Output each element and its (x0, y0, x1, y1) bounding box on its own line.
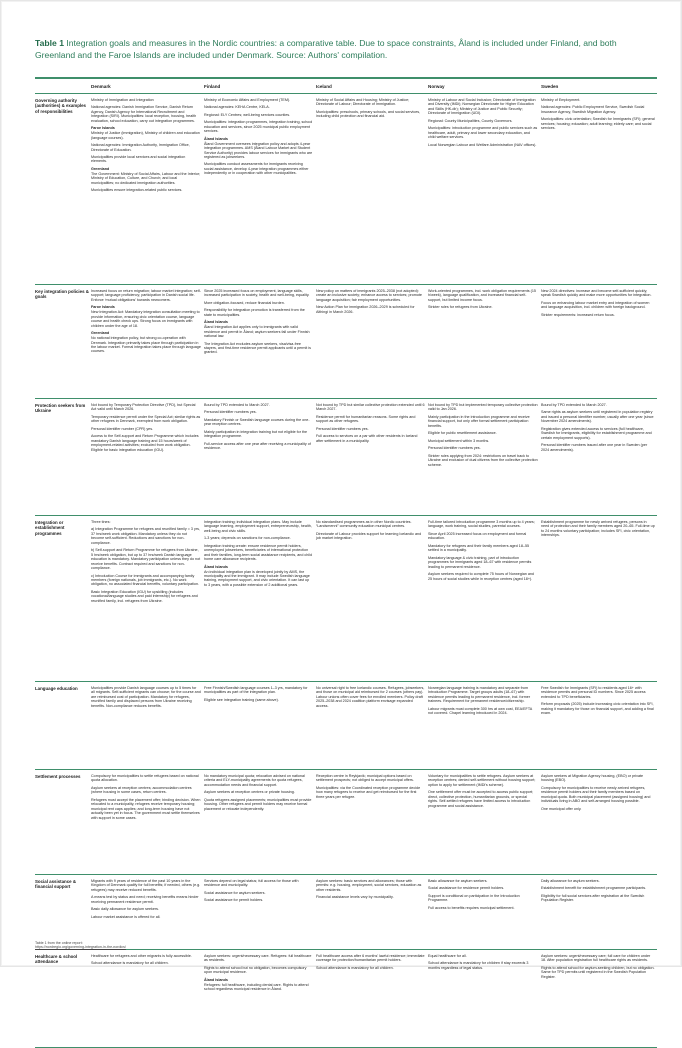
cell-paragraph: Asylum seekers at reception centres; accommodation centres (where housing in some cases, return centres. (91, 785, 192, 795)
cell-paragraph: Regional: County Municipalities, County Governors. (428, 118, 513, 123)
cell-paragraph: One settlement offer must be accepted to access public support; direct, collective protection, humanitarian grounds, or special rights. Self-settled refugees have limited access to introduction programme and social assistance. (428, 790, 534, 808)
cell-paragraph: School attendance is mandatory for children if stay exceeds 3 months regardless of legal status. (428, 961, 529, 970)
cell-paragraph: Social assistance for asylum seekers. (204, 890, 266, 895)
header-denmark: Denmark (91, 84, 111, 89)
cell-iceland (316, 399, 428, 515)
cell-subheading: Greenland (91, 166, 110, 171)
cell-iceland (316, 950, 428, 1047)
cell-paragraph: No universal right to free Icelandic courses. Refugees, jobseekers, and those on municipal aid reimbursed for 2 courses (others pay). Labour unions often cover fees for enrolled members. Policy draft 2025–2038 and 2024 coalition platform envisage expanded access. (316, 686, 425, 708)
cell-paragraph: Increased focus on return migration; labour market integration; self-support; language proficiency; participation in Danish social life. Enforce ‘mutual obligations’ towards newcomers. (91, 289, 201, 302)
cell-paragraph: Eligible for public resettlement assistance. (428, 431, 497, 436)
cell-finland (204, 285, 316, 398)
cell-denmark (91, 285, 204, 398)
cell-paragraph: Mainly participation in the introduction programme and receive financial support, but only offer formal settlement participation benefits. (428, 414, 530, 428)
cell-paragraph: Åland Government oversees integration policy and adopts 4-year integration programmes. AMS (Åland Labour Market and Student Service Authority) provides labour services for immigrants who are registered as jobseekers. (204, 141, 313, 160)
cell-paragraph: Full access to benefits requires municipal settlement. (428, 905, 515, 910)
cell-paragraph: Full access to services on a par with other residents in Iceland after settlement in a municipality. (316, 434, 418, 443)
table-row (35, 285, 657, 399)
cell-paragraph: Full-time tailored introduction programme 3 months up to 4 years; language, work training, social studies, parental courses. (428, 520, 535, 529)
cell-paragraph: Regional: ELY Centres; well-being services counties. (204, 112, 291, 117)
cell-paragraph: Daily allowance for asylum seekers. (541, 879, 600, 883)
cell-norway (428, 875, 541, 949)
cell-paragraph: Temporary residence permit under the Special Act; similar rights as other refugees in Denmark, exempted from work obligation. (91, 414, 201, 424)
cell-sweden (541, 950, 657, 1047)
cell-paragraph: Ministry of Social Affairs and Housing; Ministry of Justice; Directorate of Labour; Directorate of Immigration. (316, 98, 410, 107)
cell-paragraph: Healthcare for refugees and other migrants is fully accessible. (91, 954, 192, 958)
table-row (35, 682, 657, 770)
cell-paragraph: Stricter rules for refugees from Ukraine. (428, 305, 493, 310)
cell-paragraph: No national integration policy, but strong co-operation with Denmark. Integration primarily takes place through participation in the labour market. Formal integration takes place through language courses. (91, 336, 201, 354)
cell-iceland (316, 94, 428, 284)
cell-norway (428, 770, 541, 874)
cell-subheading: Åland Islands (204, 977, 228, 982)
cell-paragraph: Support is conditional on participation in the Introduction Programme. (428, 893, 520, 903)
cell-paragraph: Services depend on legal status; full access for those with residence and municipality. (204, 879, 299, 888)
cell-paragraph: Mainly participation in integration training but not eligible for the integration programme. (204, 429, 308, 439)
cell-norway (428, 950, 541, 1047)
table-row (35, 770, 657, 875)
header-iceland: Iceland (316, 84, 332, 89)
cell-paragraph: Migrants with 9 years of residence of the past 10 years in the Kingdom of Denmark qualify for full benefits; if needed, others (e.g. refugees) may receive reduced benefits. (91, 879, 201, 892)
cell-paragraph: New Action Plan for immigration 2026–2029 is scheduled for Althingi in March 2026. (316, 305, 415, 314)
cell-sweden (541, 399, 657, 515)
header-norway: Norway (428, 84, 445, 89)
cell-paragraph: b) Self-support and Return Programme for refugees from Ukraine, 5 hrs/week obligation, but up to 37 hrs/week Danish language education is mandatory. Mandatory participation unless they do not receive benefits. Contract required and sanctions for non-compliance. (91, 548, 201, 571)
cell-paragraph: A means test by status and need; receiving benefits means hinder receiving permanent residence permit. (91, 895, 199, 904)
cell-paragraph: Local Norwegian Labour and Welfare Administration (NAV offices). (428, 142, 537, 147)
table-header-row (35, 79, 657, 94)
cell-denmark (91, 399, 204, 515)
table-row (35, 94, 657, 285)
cell-paragraph: Since 2025 increased focus on employment, language skills, increased participation in society, health and well-being, equality. (204, 289, 310, 298)
table-row (35, 516, 657, 682)
cell-iceland (316, 875, 428, 949)
cell-iceland (316, 285, 428, 398)
cell-paragraph: Municipalities: civic orientation; Swedish for Immigrants (SFI); general services; housing; education; adult learning; elderly care; and social services. (541, 117, 655, 131)
cell-paragraph: Not bound by Temporary Protection Directive (TPD), but Special Act valid until March 2026. (91, 403, 196, 412)
cell-sweden (541, 770, 657, 874)
cell-paragraph: Financial assistance levels vary by municipality. (316, 895, 394, 900)
cell-paragraph: Mandatory for refugees and their family members aged 18–55 settled in a municipality. (428, 543, 530, 553)
cell-iceland (316, 682, 428, 769)
cell-finland (204, 516, 316, 681)
cell-paragraph: Establishment programme for newly arrived refugees, persons in need of protection and their family members aged 20–65. Full-time up to 24 months voluntary participation; includes SFI, civic orientation, internships. (541, 520, 655, 538)
cell-paragraph: New 2024 directives: increase and become self-sufficient quickly; speak Swedish quickly and make more opportunities for integration. (541, 289, 652, 298)
cell-paragraph: Municipalities provide local services and social integration elements. (91, 155, 186, 164)
row-label: Social assistance & financial support (35, 879, 77, 890)
cell-denmark (91, 94, 204, 284)
cell-paragraph: Full-service access after one year after receiving a municipality of residence. (204, 441, 311, 451)
cell-paragraph: Stricter requirements: increased return focus. (541, 312, 615, 317)
cell-paragraph: Ministry of Labour and Social Inclusion; Directorate of Immigration and Diversity (IMDi); Norwegian Directorate for Higher Education and Skills (HK-dir); Ministry of Justice and Public Security; Directorate of Immigration (UDI). (428, 98, 536, 116)
cell-paragraph: National agencies: Immigration Authority, Immigration Office, Directorate of Education. (91, 143, 190, 152)
cell-paragraph: Personal identifier numbers yes. (428, 446, 481, 451)
cell-paragraph: National agencies: KEHA Centre, KELA. (204, 105, 270, 110)
cell-finland (204, 682, 316, 769)
cell-paragraph: Basic Integration Education (IGU) for upskilling (includes vocational/language studies and paid internship) for refugees and reunified family, incl. refugees from Ukraine. (91, 589, 198, 603)
table-caption (35, 38, 657, 61)
cell-paragraph: Municipalities: via the Coordinated reception programme decide how many refugees to receive and get reimbursed for the first three years per refugee. (316, 785, 421, 799)
cell-paragraph: Free Swedish for Immigrants (SFI) to residents aged 16+ with residence permits and personal ID numbers. Since 2025 access extended to TPD beneficiaries. (541, 686, 646, 699)
cell-paragraph: Labour market assistance is offered for all. (91, 914, 161, 919)
cell-subheading: Greenland (91, 331, 110, 336)
cell-paragraph: An individual integration plan is developed jointly by AMS, the municipality and the immigrant. It may include Swedish language training, employment support, and civic orientation. It can last up to 3 years, with a possible extension of 2 additional years. (204, 569, 310, 587)
cell-sweden (541, 94, 657, 284)
cell-paragraph: Responsibility for integration promotion is transferred from the state to municipalities. (204, 308, 305, 317)
cell-paragraph: Since April 2025 increased focus on employment and formal education. (428, 531, 527, 541)
cell-paragraph: School attendance is mandatory for all children. (91, 961, 169, 966)
cell-paragraph: Social assistance for residence permit holders. (428, 886, 505, 891)
cell-norway (428, 399, 541, 515)
cell-norway (428, 682, 541, 769)
cell-paragraph: Norwegian language training is mandatory and separate from Introduction Programme. Target groups adults (18–67) with residence permits leading to permanent residence, incl. former trainees. Requirement for permanent residence/citizenship. (428, 686, 531, 704)
cell-subheading: Åland Islands (204, 320, 228, 325)
row-label: Healthcare & school attendance (35, 954, 78, 965)
cell-paragraph: Eligible see integration training (same above). (204, 697, 279, 702)
cell-paragraph: Basic daily allowance for asylum seekers. (91, 907, 160, 912)
cell-paragraph: New policy on matters of immigrants 2025–2038 (not adopted): create an inclusive society; enhance access to services; promote language acquisition; fair employment opportunities. (316, 289, 422, 302)
cell-finland (204, 875, 316, 949)
cell-paragraph: Basic allowance for asylum seekers. (428, 879, 488, 883)
cell-paragraph: Rights to attend school but no obligation, becomes compulsory upon municipal residence. (204, 965, 307, 975)
cell-paragraph: Bound by TPD extended to March 2027. (204, 403, 270, 407)
cell-paragraph: Social assistance for permit holders. (204, 898, 264, 903)
cell-paragraph: Integration training; individual integration plans. May include language learning, employment support, entrepreneurship, health, well-being and civic skills. (204, 520, 312, 533)
cell-paragraph: Reception centre in Reykjavík; municipal options based on settlement prospects; not obliged to accept municipal offers. (316, 774, 414, 783)
cell-paragraph: Residence permit for humanitarian reasons. Some rights and support as other refugees. (316, 414, 416, 424)
cell-paragraph: Ministry of Employment. (541, 98, 581, 102)
cell-paragraph: Municipalities: introduction programme and public services such as healthcare, adult, primary and lower secondary education, and child welfare services. (428, 126, 538, 140)
cell-paragraph: Mandatory language & civic training, part of introduction programmes for immigrants aged 18–67 with residence permits leading to permanent residence. (428, 555, 532, 569)
cell-paragraph: Three tines: (91, 520, 111, 524)
cell-paragraph: Eligibility for full social services after registration at the Swedish Population Register. (541, 893, 645, 903)
cell-subheading: Faroe Islands (91, 305, 115, 310)
cell-paragraph: Stricter rules applying from 2024: restrictions on travel back to Ukraine and exclusion of dual citizens from the collective protection scheme. (428, 453, 538, 467)
cell-paragraph: Personal identifier numbers yes. (204, 410, 257, 415)
cell-paragraph: Directorate of Labour provides support for learning Icelandic and job market integration. (316, 531, 422, 541)
cell-paragraph: Work-oriented programmes, incl. work obligation requirements (15 h/week), language qualification, and increased financial self-support, but limited income focus. (428, 289, 536, 302)
cell-paragraph: Refugees must accept the placement offer; binding decision. When relocated to a municipality, refugees receive temporary housing; municipal rent caps applies; and long-term housing have not actually been yet in focus. The government must settle themselves with support in some cases. (91, 797, 201, 820)
cell-paragraph: Asylum seekers: basic services and allowances; those with permits: e.g. housing, employment, social services, education as other residents. (316, 879, 422, 892)
row-label: Key integration policies & goals (35, 289, 89, 300)
cell-paragraph: School attendance is mandatory for all children. (316, 965, 394, 970)
cell-paragraph: Full healthcare access after 6 months' lawful residence; immediate coverage for protection/humanitarian permit holders. (316, 954, 425, 963)
cell-paragraph: Municipalities: preschools, primary schools, and social services, including child protection and financial aid. (316, 109, 421, 119)
comparison-table (35, 77, 657, 1048)
cell-paragraph: Free Finnish/Swedish language courses 1–3 yrs, mandatory for municipalities as part of the integration plan. (204, 686, 308, 695)
cell-paragraph: Refugees: full healthcare, including dental care. Rights to attend school regardless municipal residence in Åland. (204, 982, 309, 992)
cell-paragraph: Rights to attend school for asylum-seeking children, but no obligation. Same for TPD permits until registered in the Swedish Population Register. (541, 965, 655, 979)
table-footnote (35, 941, 335, 950)
cell-subheading: Åland Islands (204, 136, 228, 141)
cell-paragraph: No mandatory municipal quota; relocation advised on national criteria and ELY-municipality agreements for quota refugees, accommodation needs and financial support. (204, 774, 305, 787)
cell-paragraph: The Integration Act excludes asylum seekers, visa/visa-free stayers, and first-time residence permit applicants until a permit is granted. (204, 341, 311, 355)
table-row (35, 950, 657, 1048)
cell-paragraph: More obligation-focused, reduce financial burden. (204, 300, 285, 305)
cell-paragraph: Establishment benefit for establishment programme participants. (541, 886, 647, 891)
cell-paragraph: The Government: Ministry of Social Affairs, Labour and the Interior; Ministry of Education, Culture, and Church; and local municipalities; no dedicated immigration authorities. (91, 171, 201, 185)
cell-sweden (541, 682, 657, 769)
cell-paragraph: c) Introduction Course for immigrants and accompanying family members (foreign nationals, job immigrants, etc.). No work obligation, no associated financial benefits, voluntary participation. (91, 573, 200, 587)
cell-paragraph: No standardised programmes as in other Nordic countries. “Landsmenni” community education municipal centres. (316, 520, 412, 529)
cell-paragraph: Reform proposals (2025) include increasing civic orientation into SFI, making it mandatory for those on financial support, and adding a final exam. (541, 702, 654, 716)
cell-paragraph: Voluntary for municipalities to settle refugees. Asylum seekers at reception centres; denied self-settlement without housing support; option to apply for settlement (IMDi’s scheme). (428, 774, 536, 787)
cell-paragraph: Personal identifier numbers issued after one year in Sweden (per 2024 amendments). (541, 443, 648, 452)
cell-norway (428, 285, 541, 398)
cell-paragraph: Compulsory for municipalities to receive newly arrived refugees, residence permit holders and their family members based on municipal quota. Both municipal placement (assigned housing) and individuals living in ABO and self-arranged housing possible. (541, 785, 651, 804)
cell-paragraph: Same rights as asylum seekers until registered in population registry and issued a personal identifier number, usually after one year (since November 2024 amendments). (541, 410, 654, 424)
cell-paragraph: Asylum seekers at reception centres or private housing. (204, 790, 295, 795)
cell-paragraph: Municipalities: integration programmes, integration training, school education and services, since 2025 municipal public employment services. (204, 120, 313, 134)
cell-paragraph: Not bound by TPD but implemented temporary collective protection valid to Jan 2026. (428, 403, 538, 412)
cell-finland (204, 950, 316, 1047)
cell-iceland (316, 516, 428, 681)
cell-finland (204, 770, 316, 874)
cell-paragraph: Quota refugees assigned placements; municipalities must provide housing. Other refugees and permit holders may receive formal placement or relocate independently. (204, 797, 312, 811)
cell-denmark (91, 682, 204, 769)
cell-paragraph: Registration gives extended access to services (full healthcare, Swedish for Immigrants, eligibility for establishment programme and certain employment supports). (541, 426, 652, 440)
cell-paragraph: Ministry of Justice (immigration), Ministry of children and education (language courses). (91, 131, 200, 140)
cell-paragraph: Equal healthcare for all. (428, 954, 467, 958)
cell-paragraph: Focus on enhancing labour market entry and integration of women and language acquisition, incl. children with foreign background. (541, 300, 650, 310)
cell-paragraph: Ministry of Economic Affairs and Employment (TEM). (204, 98, 291, 102)
cell-paragraph: Mandatory Finnish or Swedish language courses during the one-year reception centres. (204, 417, 310, 427)
cell-paragraph: One municipal offer only. (541, 806, 582, 811)
row-label: Language education (35, 686, 78, 691)
cell-paragraph: Personal identifier numbers yes. (316, 426, 369, 431)
cell-paragraph: Municipalities provide Danish language courses up to 5 times for all migrants. Self-sufficient migrants can choose; for the course and are reimbursed cost of participation. Mandatory for refugees, reunified family and displaced persons from Ukraine receiving benefits. Non-compliance reduces benefits. (91, 686, 201, 708)
cell-denmark (91, 770, 204, 874)
cell-paragraph: New Integration Act: Mandatory integration consultation meeting to provide information, ensuring civic orientation course, language course and health check ups. Strong focus on immigrants with children under the age of 18. (91, 310, 200, 328)
cell-paragraph: Labour migrants must complete 300 hrs at own cost, EEA/EFTA not covered. Chapel learning introduced in 2024. (428, 706, 533, 716)
table-row (35, 399, 657, 516)
cell-norway (428, 516, 541, 681)
cell-paragraph: Municipalities ensure integration-related public services. (91, 188, 183, 193)
cell-paragraph: Åland Integration Act applies only to immigrants with valid residence and permit in Åland; asylum seekers fall under Finnish national law. (204, 325, 310, 339)
header-finland: Finland (204, 84, 221, 89)
cell-paragraph: Compulsory for municipalities to settle refugees based on national quota allocation. (91, 774, 199, 783)
cell-sweden (541, 516, 657, 681)
cell-norway (428, 94, 541, 284)
cell-paragraph: 1-3 years; depends on sanctions for non-compliance. (204, 536, 291, 541)
cell-sweden (541, 285, 657, 398)
cell-finland (204, 399, 316, 515)
cell-paragraph: Asylum seekers required to complete 75 hours of Norwegian and 25 hours of social studies while in reception centres (aged 18+). (428, 572, 534, 581)
table-caption-text: Integration goals and measures in the Nordic countries: a comparative table. Due to space constraints, Åland is included under Finland, and both Greenland and the Faroe Islands are included under Denmark. Source: Authors' compilation. (35, 38, 617, 60)
cell-paragraph: National agencies: Danish Immigration Service, Danish Return Agency, Danish Agency for International Recruitment and Integration (SIRI). Municipalities: local reception, housing, health evaluation, school education, carry out integration programmes. (91, 105, 197, 123)
cell-paragraph: a) Integration Programme for refugees and reunified family = 3 yrs, 37 hrs/week work obligation. Mandatory unless they do not become self-sufficient. Reductions and sanctions for non-compliance. (91, 527, 200, 545)
cell-denmark (91, 875, 204, 949)
cell-paragraph: Integration training create: ensure residence permit holders, unemployed jobseekers, beneficiaries of international protection and their families, long-term social assistance recipients, and child home care allowance recipients. (204, 543, 313, 562)
footnote-link[interactable]: https://nordregio.org/governing-integration-in-the-nordics/ (35, 945, 126, 950)
cell-paragraph: Asylum seekers at Migration Agency housing, (EBO) or private housing (EBO). (541, 774, 644, 783)
cell-paragraph: Municipalities conduct assessments for immigrants receiving social assistance, develop 4-year integration programmes either independently or in cooperation with other municipalities. (204, 162, 309, 176)
row-label: Governing authority (authorities) & examples of responsibilities (35, 98, 86, 114)
row-label: Settlement processes (35, 774, 81, 779)
cell-subheading: Faroe Islands (91, 126, 115, 131)
row-label: Integration or establishment programmes (35, 520, 65, 536)
cell-paragraph: Asylum seekers: urgent/necessary care. Refugees: full healthcare as residents. (204, 954, 312, 963)
cell-paragraph: National agencies: Public Employment Service, Swedish Social Insurance Agency, Swedish Migration Agency. (541, 105, 645, 114)
cell-paragraph: Not bound by TPD but similar collective protection extended until 6 March 2027. (316, 403, 425, 412)
header-blank (35, 79, 91, 93)
cell-paragraph: Municipal settlement within 3 months. (428, 438, 490, 443)
footnote-text: Table 1 from the online report: (35, 941, 83, 945)
cell-sweden (541, 875, 657, 949)
table-row (35, 875, 657, 950)
cell-paragraph: Bound by TPD extended to March 2027. (541, 403, 607, 407)
cell-paragraph: Ministry of Immigration and Integration (91, 98, 154, 102)
cell-paragraph: Access to the Self-support and Return Programme which includes mandatory Danish language training and 15 hours/week of employment-related activities; excluded from work obligation. Eligible for basic integration education (IGU). (91, 434, 199, 452)
cell-finland (204, 94, 316, 284)
cell-paragraph: Asylum seekers: urgent/necessary care; full care for children under 18. After population registration full healthcare rights as residents. (541, 954, 651, 963)
cell-denmark (91, 950, 204, 1047)
header-sweden: Sweden (541, 84, 559, 89)
table-caption-label: Table 1 (35, 38, 64, 48)
row-label: Protection seekers from Ukraine (35, 403, 86, 414)
cell-subheading: Åland Islands (204, 564, 228, 569)
cell-iceland (316, 770, 428, 874)
cell-paragraph: Personal identifier number (CPR) yes. (91, 426, 154, 431)
cell-denmark (91, 516, 204, 681)
table-body (35, 94, 657, 1048)
